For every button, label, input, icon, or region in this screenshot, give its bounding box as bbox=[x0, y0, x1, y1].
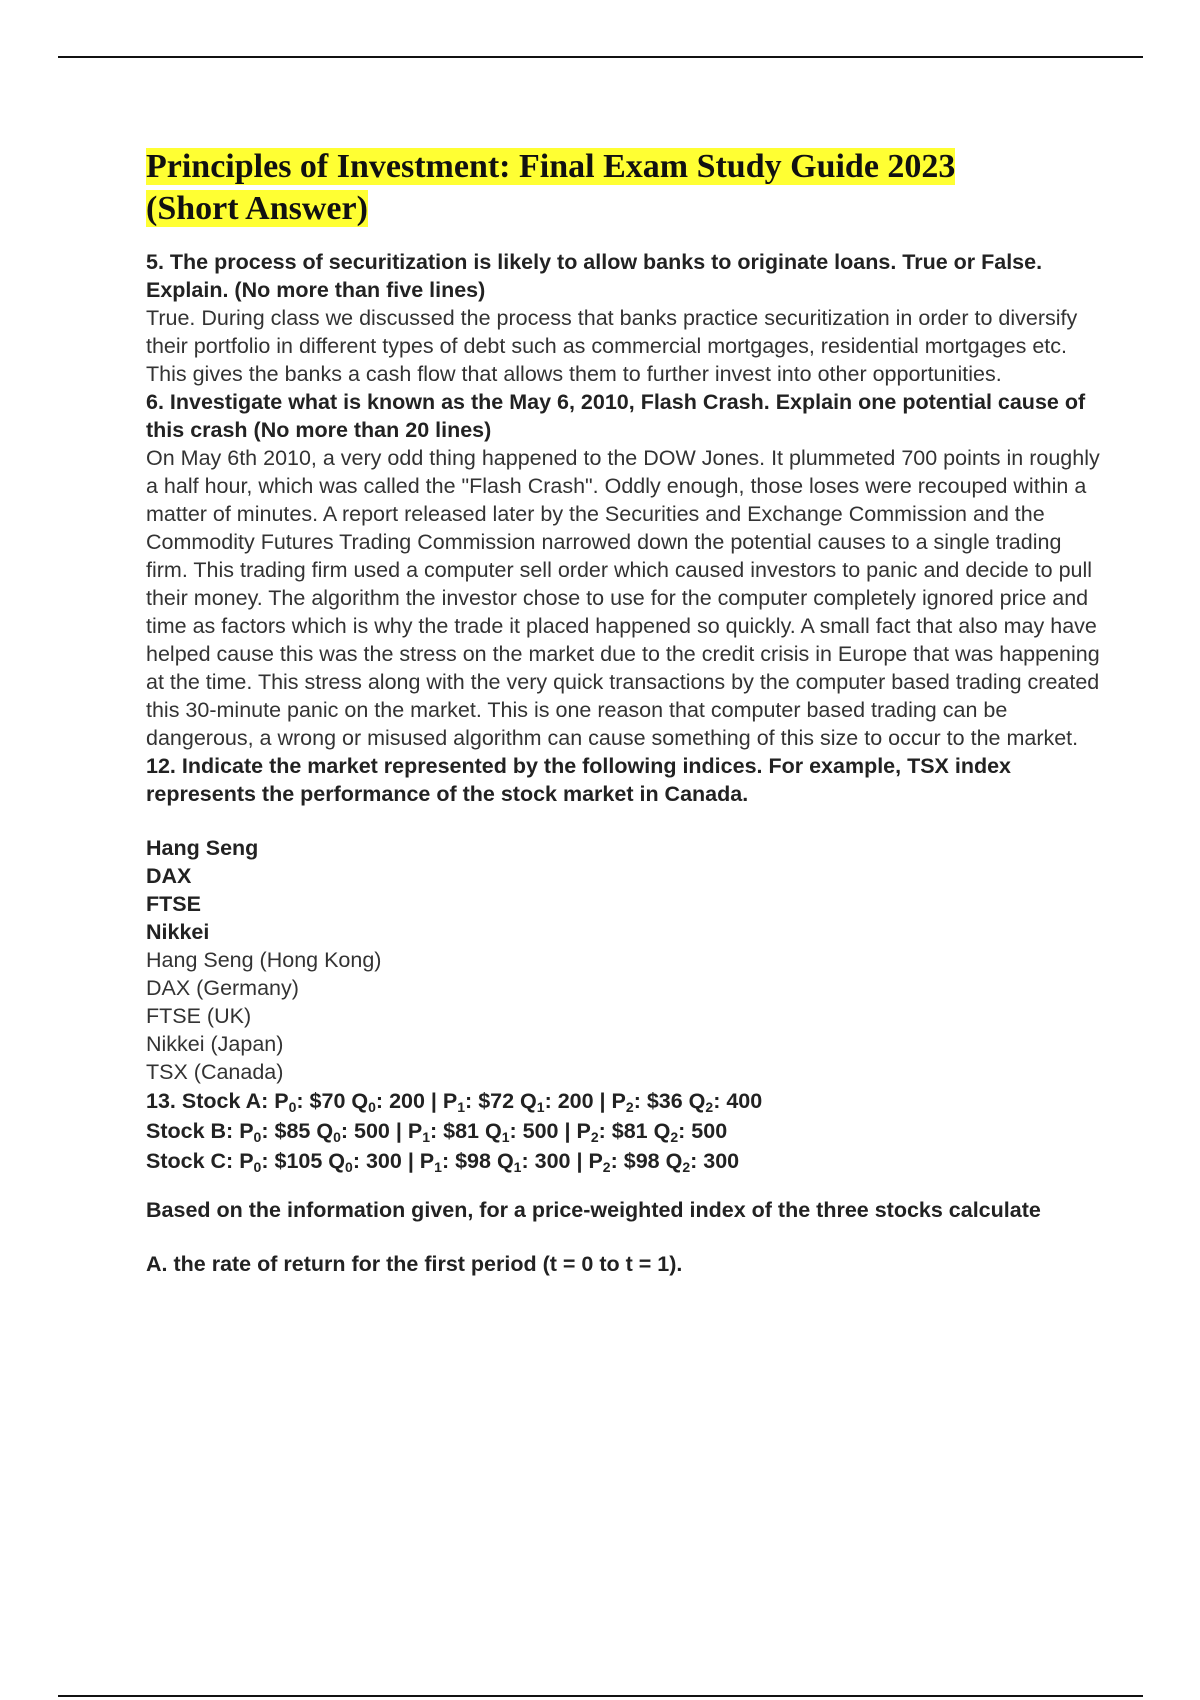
stock-b-line: Stock B: $P_0$: $85 $Q_0$: 500 | $P_1$: $81 $Q_1$: 500 | $P_2$: $81 $Q_2$: 500 bbox=[146, 1119, 728, 1145]
stock-c-line: Stock C: $P_0$: $105 $Q_0$: 300 | $P_1$: $98 $Q_1$: 300 | $P_2$: $98 $Q_2$: 300 bbox=[146, 1149, 740, 1175]
bottom-rule bbox=[58, 1695, 1143, 1697]
index-item: Nikkei bbox=[146, 920, 210, 944]
index-item: FTSE bbox=[146, 892, 201, 916]
answer-6: On May 6th 2010, a very odd thing happened to the DOW Jones. It plummeted 700 points in roughly a half hour, which was called the "Flash Crash". Oddly enough, those loses were recouped within a matter of minutes. A report released later by the Securities and Exchange Commission and the Commodity Futures Trading Commission narrowed down the potential causes to a single trading firm. This trading firm used a computer sell order which caused investors to panic and decide to pull their money. The algorithm the investor chose to use for the computer completely ignored price and time as factors which is why the trade it placed happened so quickly. A small fact that also may have helped cause this was the stress on the market due to the credit crisis in Europe that was happening at the time. This stress along with the very quick transactions by the computer based trading created this 30-minute panic on the market. This is one reason that computer based trading can be dangerous, a wrong or misused algorithm can cause something of this size to occur to the market. bbox=[146, 446, 1100, 750]
index-item: DAX bbox=[146, 864, 192, 888]
index-answer: Hang Seng (Hong Kong) bbox=[146, 948, 382, 972]
stock-a-line: 13. Stock A: $P_0$: $70 $Q_0$: 200 | $P_1$: $72 $Q_1$: 200 | $P_2$: $36 $Q_2$: 400 bbox=[146, 1089, 763, 1115]
spacer bbox=[146, 1176, 1106, 1196]
spacer bbox=[146, 1224, 1106, 1250]
page-title bbox=[146, 146, 1106, 230]
title-line-2: (Short Answer) bbox=[146, 190, 368, 227]
answer-5: True. During class we discussed the process that banks practice securitization in order to diversify their portfolio in different types of debt such as commercial mortgages, residential mortgages etc. This gives the banks a cash flow that allows them to further invest into other opportunities. bbox=[146, 306, 1078, 386]
spacer bbox=[146, 808, 1106, 834]
question-5: 5. The process of securitization is likely to allow banks to originate loans. True or False. Explain. (No more than five lines) bbox=[146, 250, 1043, 302]
question-12: 12. Indicate the market represented by the following indices. For example, TSX index represents the performance of the stock market in Canada. bbox=[146, 754, 1012, 806]
question-13-prompt: Based on the information given, for a price-weighted index of the three stocks calculate bbox=[146, 1198, 1041, 1222]
document-body bbox=[146, 146, 1106, 1278]
index-answer: TSX (Canada) bbox=[146, 1060, 284, 1084]
title-line-1: Principles of Investment: Final Exam Study Guide 2023 bbox=[146, 148, 956, 185]
index-answer: Nikkei (Japan) bbox=[146, 1032, 284, 1056]
index-item: Hang Seng bbox=[146, 836, 259, 860]
question-13-part-a: A. the rate of return for the first period (t = 0 to t = 1). bbox=[146, 1252, 683, 1276]
question-6: 6. Investigate what is known as the May 6, 2010, Flash Crash. Explain one potential cause of this crash (No more than 20 lines) bbox=[146, 390, 1086, 442]
index-answer: FTSE (UK) bbox=[146, 1004, 252, 1028]
top-rule bbox=[58, 56, 1143, 58]
index-answer: DAX (Germany) bbox=[146, 976, 299, 1000]
